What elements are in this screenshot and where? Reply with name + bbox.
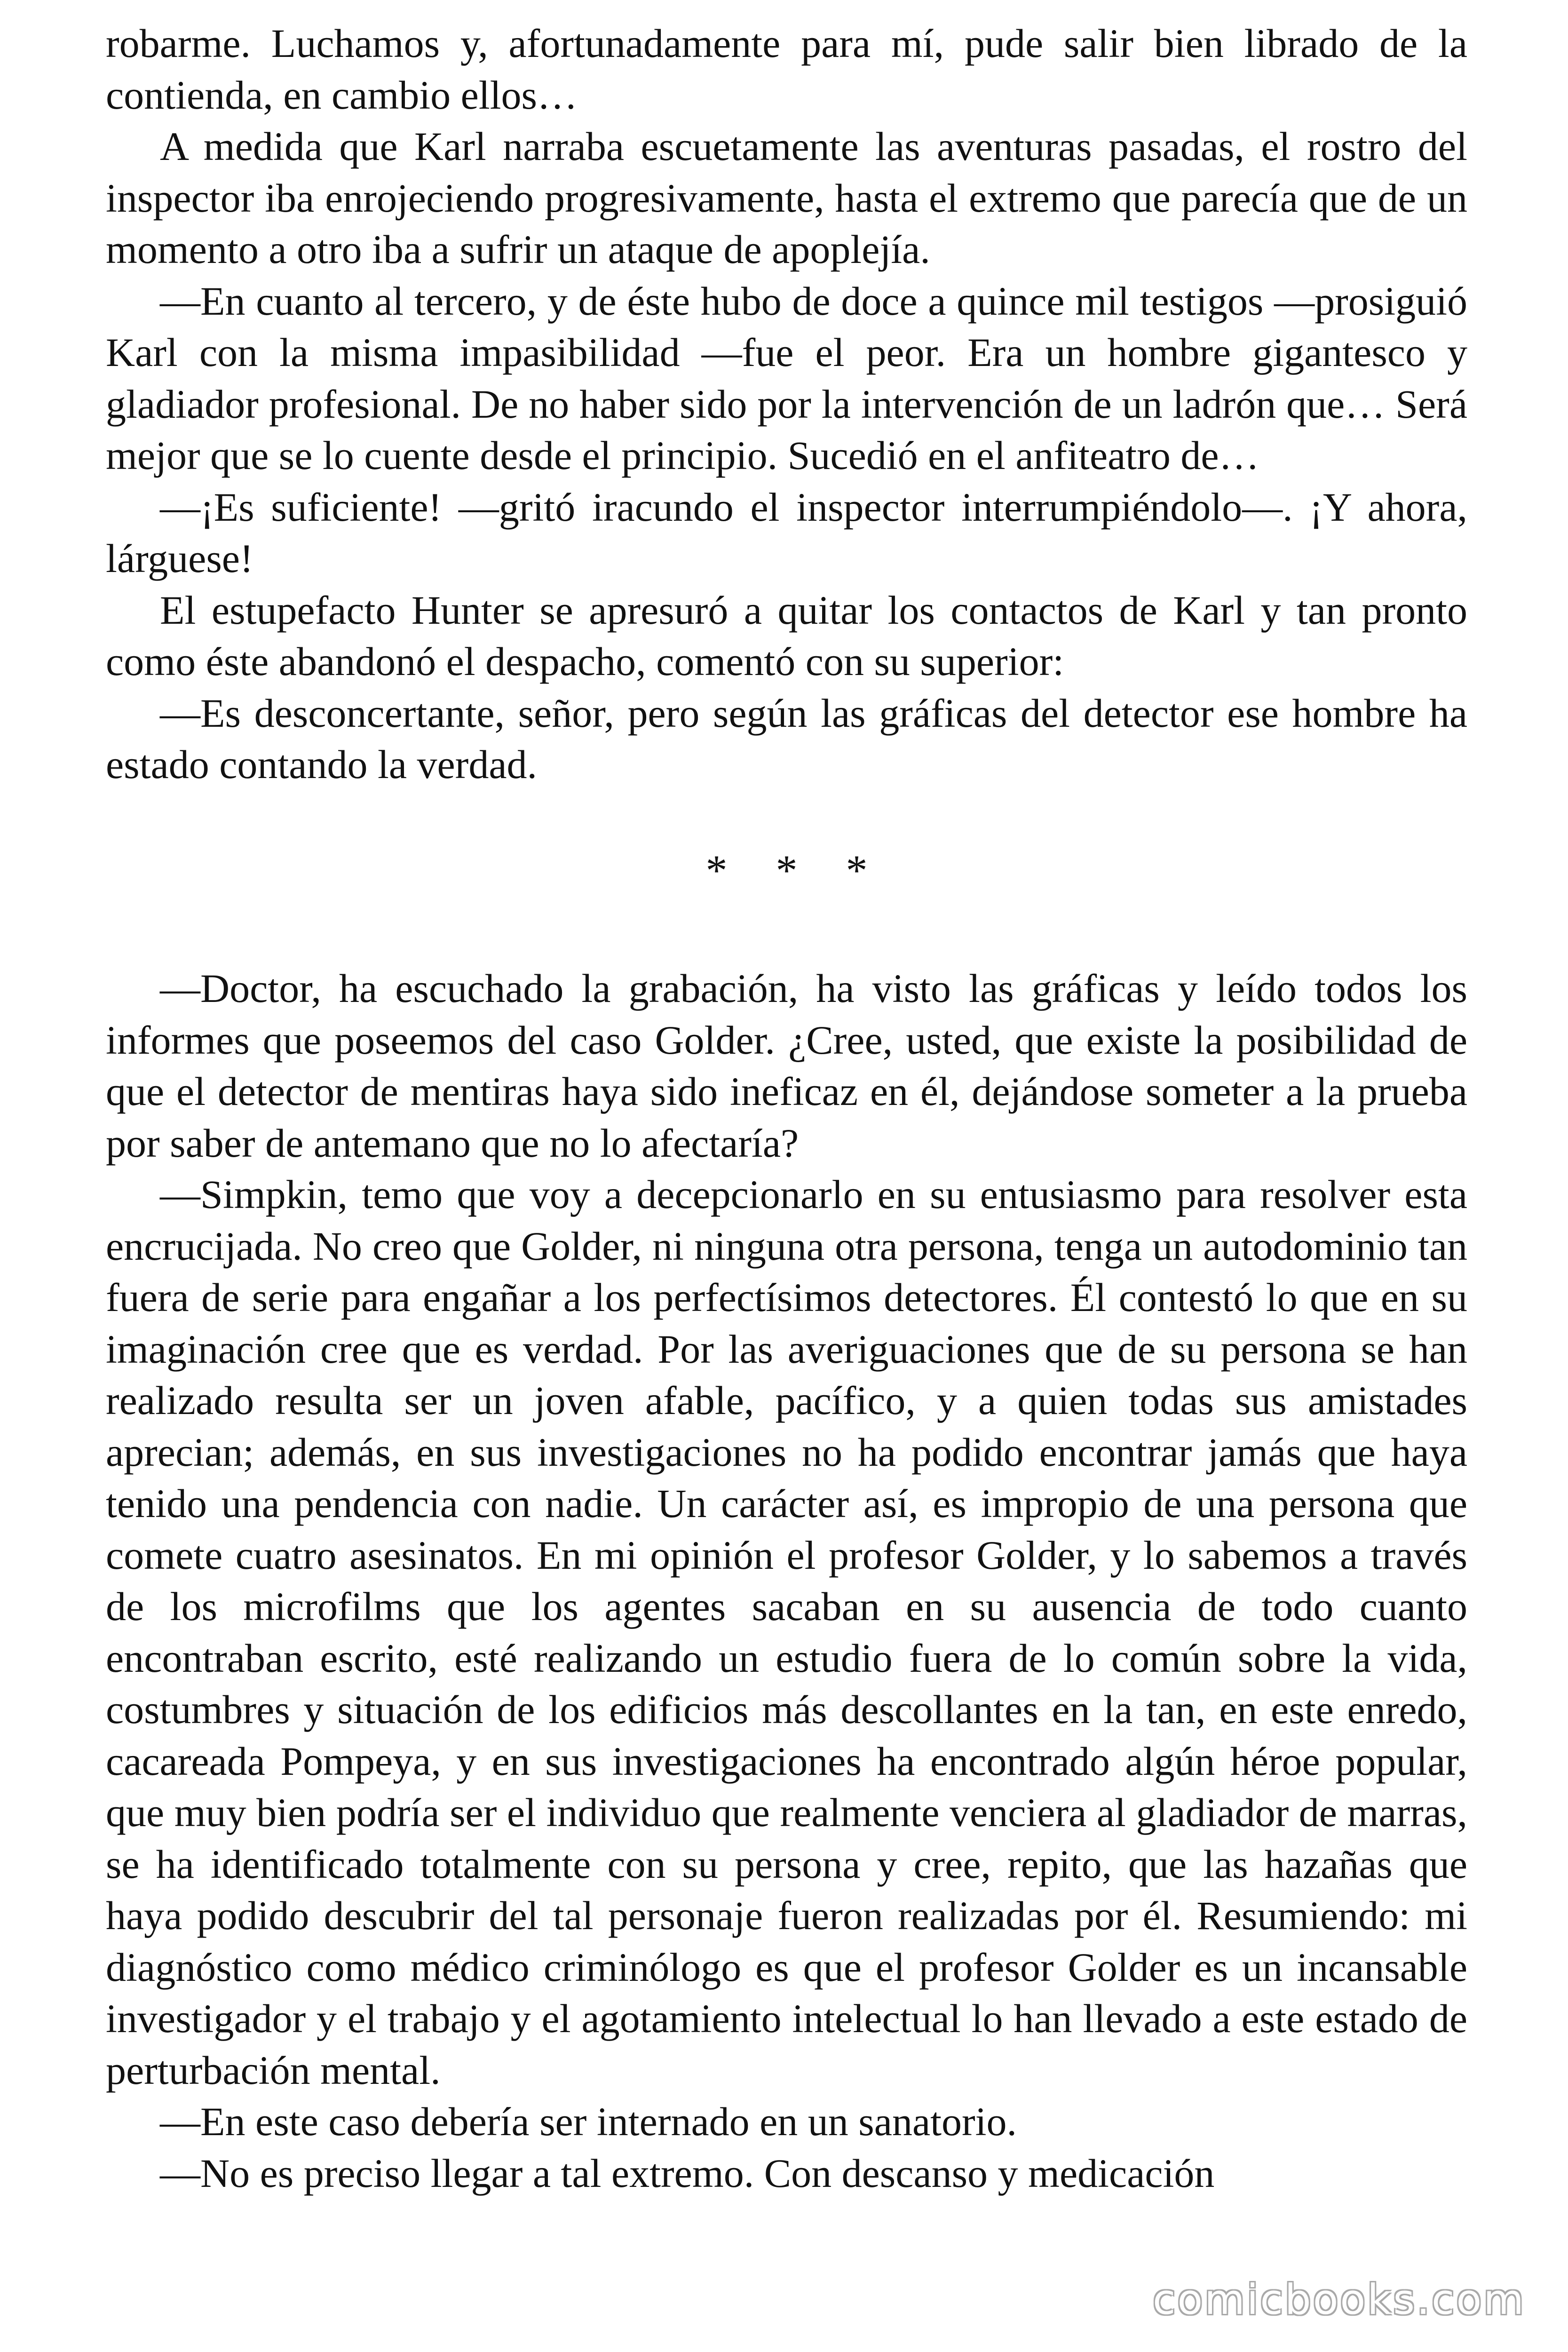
book-page [106, 18, 1467, 2199]
scene-break: * * * [705, 846, 887, 894]
paragraph-2: A medida que Karl narraba escuetamente las aventuras pasadas, el rostro del inspector iba enrojeciendo progresivamente, hasta el extremo que parecía que de un momento a otro iba a sufrir un ataque de apoplejía. [106, 124, 1467, 272]
paragraph-7: —Doctor, ha escuchado la grabación, ha visto las gráficas y leído todos los informes que poseemos del caso Golder. ¿Cree, usted, que existe la posibilidad de que el detector de mentiras haya sido ineficaz en él, dejándose someter a la prueba por saber de antemano que no lo afectaría? [106, 966, 1467, 1166]
text-block-before-break [106, 18, 1467, 791]
watermark: comicbooks.com [1152, 2275, 1526, 2324]
paragraph-3: —En cuanto al tercero, y de éste hubo de doce a quince mil testigos —prosiguió Karl con la misma impasibilidad —fue el peor. Era un hombre gigantesco y gladiador profesional. De no haber sido por la intervención de un ladrón que… Será mejor que se lo cuente desde el principio. Sucedió en el anfiteatro de… [106, 278, 1467, 478]
paragraph-1: robarme. Luchamos y, afortunadamente para mí, pude salir bien librado de la contienda, en cambio ellos… [106, 21, 1467, 118]
text-block-after-break [106, 963, 1467, 2199]
paragraph-5: El estupefacto Hunter se apresuró a quitar los contactos de Karl y tan pronto como éste abandonó el despacho, comentó con su superior: [106, 587, 1467, 684]
paragraph-4: —¡Es suficiente! —gritó iracundo el inspector interrumpiéndolo—. ¡Y ahora, lárguese! [106, 484, 1467, 581]
paragraph-10: —No es preciso llegar a tal extremo. Con descanso y medicación [160, 2150, 1215, 2196]
paragraph-6: —Es desconcertante, señor, pero según las gráficas del detector ese hombre ha estado contando la verdad. [106, 690, 1467, 787]
paragraph-9: —En este caso debería ser internado en un sanatorio. [160, 2099, 1017, 2144]
paragraph-8: —Simpkin, temo que voy a decepcionarlo en su entusiasmo para resolver esta encrucijada. No creo que Golder, ni ninguna otra persona, tenga un autodominio tan fuera de serie para engañar a los perfectísimos detectores. Él contestó lo que en su imaginación cree que es verdad. Por las averiguaciones que de su persona se han realizado resulta ser un joven afable, pacífico, y a quien todas sus amistades aprecian; además, en sus investigaciones no ha podido encontrar jamás que haya tenido una pendencia con nadie. Un carácter así, es impropio de una persona que comete cuatro asesinatos. En mi opinión el profesor Golder, y lo sabemos a través de los microfilms que los agentes sacaban en su ausencia de todo cuanto encontraban escrito, esté realizando un estudio fuera de lo común sobre la vida, costumbres y situación de los edificios más descollantes en la tan, en este enredo, cacareada Pompeya, y en sus investigaciones ha encontrado algún héroe popular, que muy bien podría ser el individuo que realmente venciera al gladiador de marras, se ha identificado totalmente con su persona y cree, repito, que las hazañas que haya podido descubrir del tal personaje fueron realizadas por él. Resumiendo: mi diagnóstico como médico criminólogo es que el profesor Golder es un incansable investigador y el trabajo y el agotamiento intelectual lo han llevado a este estado de perturbación mental. [106, 1172, 1467, 2093]
